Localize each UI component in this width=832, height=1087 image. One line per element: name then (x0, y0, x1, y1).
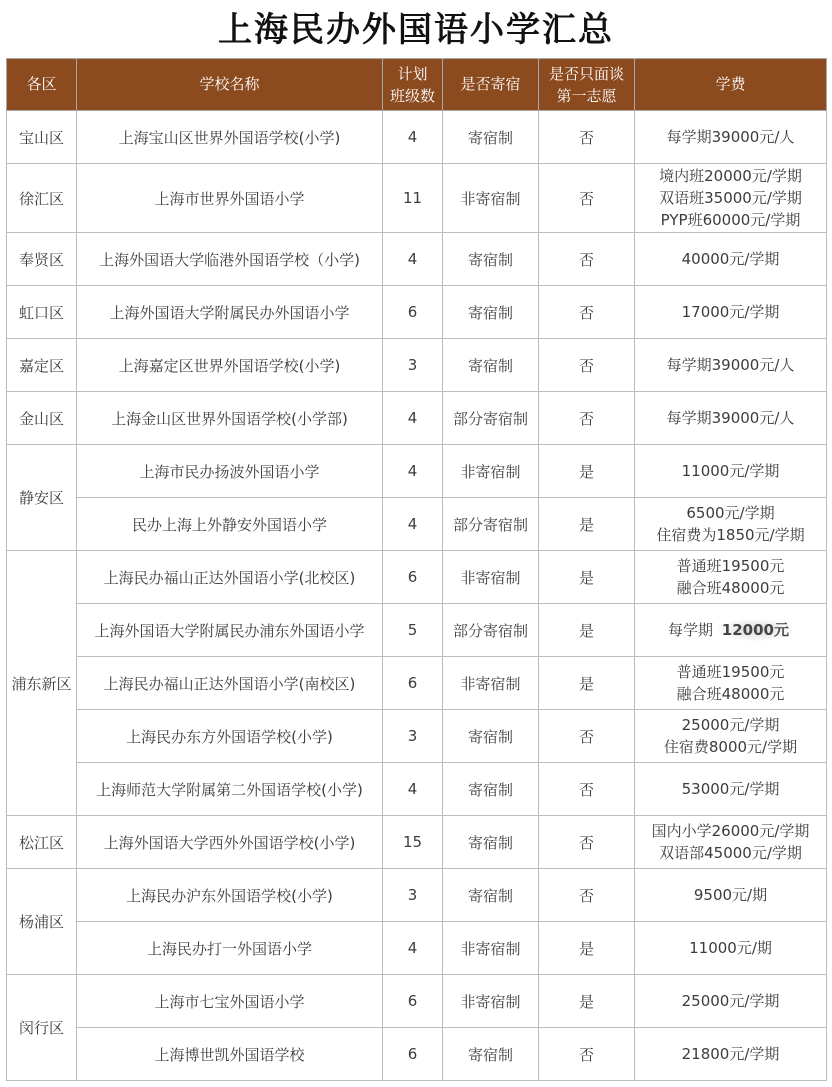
header-tuition: 学费 (635, 59, 827, 111)
table-row (7, 551, 827, 604)
tuition-line (637, 619, 824, 641)
boarding-cell: 寄宿制 (443, 286, 539, 339)
boarding-cell: 非寄宿制 (443, 164, 539, 233)
boarding-cell: 寄宿制 (443, 816, 539, 869)
table-row (7, 657, 827, 710)
school-name-cell: 上海市世界外国语小学 (77, 164, 383, 233)
tuition-cell (635, 710, 827, 763)
interview-cell: 否 (539, 111, 635, 164)
school-name-cell: 上海民办沪东外国语学校(小学) (77, 869, 383, 922)
tuition-cell (635, 498, 827, 551)
school-name-cell: 上海嘉定区世界外国语学校(小学) (77, 339, 383, 392)
boarding-cell: 非寄宿制 (443, 657, 539, 710)
tuition-line: 境内班20000元/学期 (659, 167, 802, 185)
header-district: 各区 (7, 59, 77, 111)
district-cell: 杨浦区 (7, 869, 77, 975)
table-row (7, 233, 827, 286)
interview-cell: 否 (539, 763, 635, 816)
district-cell: 宝山区 (7, 111, 77, 164)
tuition-line: 普通班19500元 (676, 557, 785, 575)
tuition-cell (635, 922, 827, 975)
tuition-line: 每学期39000元/人 (666, 128, 795, 146)
interview-cell: 否 (539, 339, 635, 392)
tuition-line: 住宿费为1850元/学期 (656, 526, 805, 544)
tuition-cell (635, 445, 827, 498)
table-row (7, 975, 827, 1028)
district-cell: 嘉定区 (7, 339, 77, 392)
boarding-cell: 寄宿制 (443, 869, 539, 922)
school-name-cell: 上海博世凯外国语学校 (77, 1028, 383, 1081)
boarding-cell: 部分寄宿制 (443, 604, 539, 657)
tuition-line: 25000元/学期 (681, 716, 780, 734)
classes-cell: 3 (383, 710, 443, 763)
table-row (7, 1028, 827, 1081)
header-interview-line1: 是否只面谈 (548, 64, 624, 83)
classes-cell: 6 (383, 551, 443, 604)
school-name-cell: 上海外国语大学临港外国语学校（小学) (77, 233, 383, 286)
school-name-cell: 上海市七宝外国语小学 (77, 975, 383, 1028)
tuition-line: 11000元/期 (689, 939, 772, 957)
tuition-cell (635, 975, 827, 1028)
tuition-prefix: 每学期 (668, 621, 714, 639)
header-interview (539, 59, 635, 111)
tuition-cell (635, 604, 827, 657)
interview-cell: 是 (539, 445, 635, 498)
school-name-cell: 上海宝山区世界外国语学校(小学) (77, 111, 383, 164)
tuition-cell (635, 763, 827, 816)
boarding-cell: 部分寄宿制 (443, 498, 539, 551)
interview-cell: 否 (539, 869, 635, 922)
interview-cell: 否 (539, 286, 635, 339)
classes-cell: 4 (383, 763, 443, 816)
tuition-line: 53000元/学期 (681, 780, 780, 798)
school-name-cell: 上海市民办扬波外国语小学 (77, 445, 383, 498)
boarding-cell: 寄宿制 (443, 710, 539, 763)
tuition-cell (635, 1028, 827, 1081)
boarding-cell: 非寄宿制 (443, 445, 539, 498)
header-planned-classes (383, 59, 443, 111)
tuition-line: 普通班19500元 (676, 663, 785, 681)
classes-cell: 15 (383, 816, 443, 869)
tuition-cell (635, 286, 827, 339)
classes-cell: 3 (383, 339, 443, 392)
district-cell: 虹口区 (7, 286, 77, 339)
interview-cell: 是 (539, 551, 635, 604)
boarding-cell: 寄宿制 (443, 233, 539, 286)
classes-cell: 4 (383, 445, 443, 498)
table-row (7, 869, 827, 922)
header-interview-line2: 第一志愿 (556, 86, 617, 105)
classes-cell: 6 (383, 1028, 443, 1081)
tuition-line: 融合班48000元 (676, 685, 785, 703)
classes-cell: 6 (383, 657, 443, 710)
table-row (7, 710, 827, 763)
boarding-cell: 寄宿制 (443, 111, 539, 164)
school-name-cell: 上海金山区世界外国语学校(小学部) (77, 392, 383, 445)
tuition-line: 6500元/学期 (686, 504, 775, 522)
tuition-line: 每学期39000元/人 (666, 356, 795, 374)
table-row (7, 339, 827, 392)
tuition-cell (635, 233, 827, 286)
table-row (7, 922, 827, 975)
district-cell: 松江区 (7, 816, 77, 869)
classes-cell: 4 (383, 922, 443, 975)
interview-cell: 否 (539, 1028, 635, 1081)
school-name-cell: 上海外国语大学附属民办外国语小学 (77, 286, 383, 339)
header-school-name: 学校名称 (77, 59, 383, 111)
tuition-line: PYP班60000元/学期 (660, 211, 801, 229)
district-cell: 徐汇区 (7, 164, 77, 233)
tuition-line: 25000元/学期 (681, 992, 780, 1010)
boarding-cell: 非寄宿制 (443, 922, 539, 975)
tuition-line: 每学期39000元/人 (666, 409, 795, 427)
table-row (7, 286, 827, 339)
interview-cell: 是 (539, 922, 635, 975)
interview-cell: 否 (539, 392, 635, 445)
district-cell: 奉贤区 (7, 233, 77, 286)
school-name-cell: 上海民办东方外国语学校(小学) (77, 710, 383, 763)
header-boarding: 是否寄宿 (443, 59, 539, 111)
district-cell: 静安区 (7, 445, 77, 551)
classes-cell: 4 (383, 111, 443, 164)
boarding-cell: 寄宿制 (443, 1028, 539, 1081)
tuition-line: 40000元/学期 (681, 250, 780, 268)
school-name-cell: 民办上海上外静安外国语小学 (77, 498, 383, 551)
tuition-cell (635, 164, 827, 233)
schools-table (6, 58, 827, 1081)
table-row (7, 445, 827, 498)
interview-cell: 是 (539, 498, 635, 551)
classes-cell: 4 (383, 498, 443, 551)
interview-cell: 否 (539, 816, 635, 869)
header-planned-classes-line1: 计划 (397, 64, 428, 83)
school-name-cell: 上海外国语大学附属民办浦东外国语小学 (77, 604, 383, 657)
interview-cell: 否 (539, 710, 635, 763)
interview-cell: 是 (539, 657, 635, 710)
tuition-cell (635, 392, 827, 445)
interview-cell: 否 (539, 233, 635, 286)
school-name-cell: 上海民办福山正达外国语小学(北校区) (77, 551, 383, 604)
classes-cell: 11 (383, 164, 443, 233)
tuition-cell (635, 657, 827, 710)
table-row (7, 498, 827, 551)
school-name-cell: 上海外国语大学西外外国语学校(小学) (77, 816, 383, 869)
district-cell: 闵行区 (7, 975, 77, 1081)
tuition-line: 21800元/学期 (681, 1045, 780, 1063)
classes-cell: 5 (383, 604, 443, 657)
boarding-cell: 寄宿制 (443, 339, 539, 392)
boarding-cell: 部分寄宿制 (443, 392, 539, 445)
tuition-line: 双语部45000元/学期 (659, 844, 802, 862)
classes-cell: 6 (383, 975, 443, 1028)
tuition-line: 融合班48000元 (676, 579, 785, 597)
interview-cell: 是 (539, 975, 635, 1028)
table-row (7, 164, 827, 233)
tuition-line: 住宿费8000元/学期 (663, 738, 798, 756)
tuition-cell (635, 111, 827, 164)
table-row (7, 392, 827, 445)
classes-cell: 3 (383, 869, 443, 922)
district-cell: 金山区 (7, 392, 77, 445)
header-planned-classes-line2: 班级数 (389, 86, 435, 105)
classes-cell: 4 (383, 392, 443, 445)
table-row (7, 604, 827, 657)
boarding-cell: 非寄宿制 (443, 551, 539, 604)
district-cell: 浦东新区 (7, 551, 77, 816)
boarding-cell: 非寄宿制 (443, 975, 539, 1028)
interview-cell: 否 (539, 164, 635, 233)
header-row (7, 59, 827, 111)
school-name-cell: 上海师范大学附属第二外国语学校(小学) (77, 763, 383, 816)
tuition-line: 双语班35000元/学期 (659, 189, 802, 207)
classes-cell: 4 (383, 233, 443, 286)
tuition-amount: 12000元 (718, 619, 793, 641)
interview-cell: 是 (539, 604, 635, 657)
table-row (7, 111, 827, 164)
page-title: 上海民办外国语小学汇总 (218, 10, 614, 50)
tuition-cell (635, 339, 827, 392)
school-name-cell: 上海民办福山正达外国语小学(南校区) (77, 657, 383, 710)
boarding-cell: 寄宿制 (443, 763, 539, 816)
tuition-cell (635, 869, 827, 922)
tuition-line: 11000元/学期 (681, 462, 780, 480)
classes-cell: 6 (383, 286, 443, 339)
tuition-line: 国内小学26000元/学期 (651, 822, 810, 840)
tuition-cell (635, 551, 827, 604)
school-name-cell: 上海民办打一外国语小学 (77, 922, 383, 975)
table-row (7, 816, 827, 869)
tuition-cell (635, 816, 827, 869)
table-row (7, 763, 827, 816)
tuition-line: 17000元/学期 (681, 303, 780, 321)
tuition-line: 9500元/期 (693, 886, 768, 904)
